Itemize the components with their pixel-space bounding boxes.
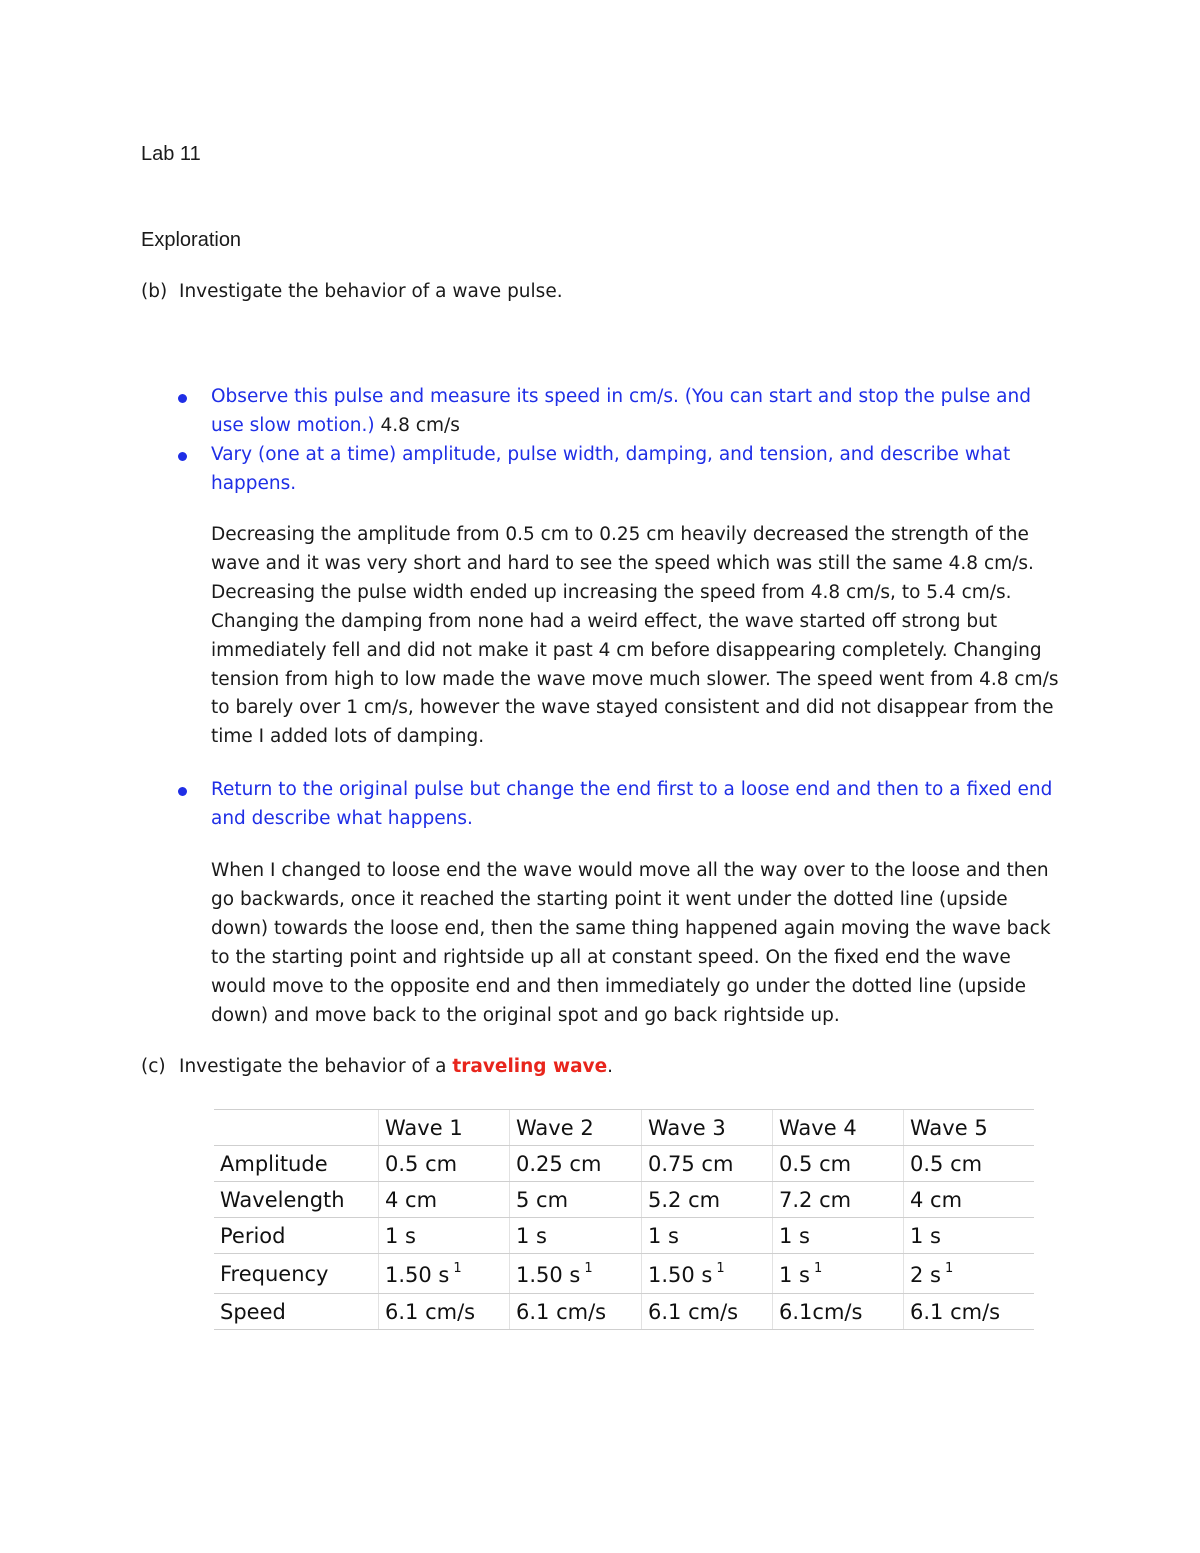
part-c-emphasis: traveling wave [452, 1056, 608, 1077]
table-cell-value: 1.50 s [385, 1262, 450, 1287]
table-cell-value: 7.2 cm [779, 1187, 852, 1212]
table-row [214, 1182, 1034, 1218]
table-cell [510, 1146, 642, 1182]
table-cell [642, 1294, 773, 1330]
table-cell-value: 0.25 cm [516, 1151, 602, 1176]
table-cell [642, 1218, 773, 1254]
section-heading: Exploration [141, 229, 242, 251]
table-cell [510, 1254, 642, 1294]
table-header-row [214, 1110, 1034, 1146]
table-cell-value: 1.50 s [648, 1262, 713, 1287]
table-cell [379, 1182, 510, 1218]
table-cell-value: 1 s [779, 1262, 810, 1287]
table-header-cell: Wave 3 [642, 1110, 773, 1146]
table-row [214, 1146, 1034, 1182]
table-cell-value: 6.1 cm/s [648, 1299, 739, 1324]
part-c-text-end: . [607, 1056, 614, 1077]
table-cell [642, 1146, 773, 1182]
table-cell-value: 6.1 cm/s [385, 1299, 476, 1324]
table-cell-value: 1 s [385, 1223, 416, 1248]
table-cell [773, 1182, 904, 1218]
part-b-marker: (b) [141, 281, 168, 302]
table-cell-value: 0.5 cm [779, 1151, 852, 1176]
table-cell [510, 1218, 642, 1254]
table-cell-value: 0.75 cm [648, 1151, 734, 1176]
table-cell [773, 1294, 904, 1330]
superscript-exponent: 1 [716, 1260, 725, 1276]
superscript-exponent: 1 [813, 1260, 823, 1276]
table-cell-value: 0.5 cm [910, 1151, 983, 1176]
bullet-item [211, 441, 1061, 499]
table-row [214, 1218, 1034, 1254]
table-cell [510, 1294, 642, 1330]
table-cell [379, 1146, 510, 1182]
bullet-prompt: Vary (one at a time) amplitude, pulse width, damping, and tension, and describe what happens. [211, 444, 1011, 494]
answer-paragraph: When I changed to loose end the wave would move all the way over to the loose and then go backwards, once it reached the starting point it went under the dotted line (upside down) towards the loose end, then the same thing happened again moving the wave back to the starting point and rightside up all at constant speed. On the fixed end the wave would move to the opposite end and then immediately go under the dotted line (upside down) and move back to the original spot and go back rightside up. [211, 860, 1051, 1026]
bullet-prompt: Return to the original pulse but change the end first to a loose end and then to a fixed end and describe what happens. [211, 779, 1053, 829]
table-cell-value: 2 s [910, 1262, 941, 1287]
table-cell [379, 1254, 510, 1294]
table-cell-value: 5.2 cm [648, 1187, 721, 1212]
table-cell-value: 1.50 s [516, 1262, 581, 1287]
table-row-label: Period [214, 1218, 379, 1254]
superscript-exponent: 1 [584, 1260, 593, 1276]
table-cell-value: 1 s [779, 1223, 810, 1248]
table-cell [904, 1146, 1035, 1182]
table-cell [773, 1146, 904, 1182]
table-cell-value: 4 cm [910, 1187, 963, 1212]
table-cell [642, 1182, 773, 1218]
superscript-exponent: 1 [453, 1260, 462, 1276]
part-b-text: Investigate the behavior of a wave pulse. [179, 281, 563, 302]
table-row-label: Speed [214, 1294, 379, 1330]
table-row-label: Amplitude [214, 1146, 379, 1182]
table-cell [379, 1294, 510, 1330]
table-header-cell: Wave 4 [773, 1110, 904, 1146]
table-cell [904, 1218, 1035, 1254]
document-title: Lab 11 [141, 143, 201, 165]
table-cell [904, 1294, 1035, 1330]
table-cell-value: 0.5 cm [385, 1151, 458, 1176]
table-cell-value: 5 cm [516, 1187, 569, 1212]
bullet-item [211, 776, 1061, 834]
table-row-label: Frequency [214, 1254, 379, 1294]
table-cell-value: 6.1 cm/s [910, 1299, 1001, 1324]
table-cell [773, 1218, 904, 1254]
bullet-item [211, 383, 1061, 441]
table-corner-cell [214, 1110, 379, 1146]
table-cell [904, 1254, 1035, 1294]
table-cell-value: 1 s [648, 1223, 679, 1248]
table-cell-value: 6.1cm/s [779, 1299, 863, 1324]
part-c-text: Investigate the behavior of a [179, 1056, 453, 1077]
table-cell [379, 1218, 510, 1254]
table-header-cell: Wave 2 [510, 1110, 642, 1146]
part-c-marker: (c) [141, 1056, 166, 1077]
part-c-heading [141, 1054, 613, 1080]
table-cell-value: 1 s [516, 1223, 547, 1248]
bullet-inline-answer: 4.8 cm/s [374, 414, 460, 436]
table-row-label: Wavelength [214, 1182, 379, 1218]
table-cell [642, 1254, 773, 1294]
table-cell [904, 1182, 1035, 1218]
table-row [214, 1254, 1034, 1294]
table-row [214, 1294, 1034, 1330]
wave-data-table [214, 1109, 1034, 1330]
part-b-heading [141, 279, 563, 305]
bullet-prompt: Observe this pulse and measure its speed in cm/s. (You can start and stop the pulse and use slow motion.) [211, 386, 1031, 436]
table-header-cell: Wave 1 [379, 1110, 510, 1146]
table-cell-value: 6.1 cm/s [516, 1299, 607, 1324]
table-cell-value: 1 s [910, 1223, 941, 1248]
table-cell [773, 1254, 904, 1294]
answer-paragraph: Decreasing the amplitude from 0.5 cm to 0.25 cm heavily decreased the strength of the wave and it was very short and hard to see the speed which was still the same 4.8 cm/s. Decreasing the pulse width ended up increasing the speed from 4.8 cm/s, to 5.4 cm/s. Changing the damping from none had a weird effect, the wave started off strong but immediately fell and did not make it past 4 cm before disappearing completely. Changing tension from high to low made the wave move much slower. The speed went from 4.8 cm/s to barely over 1 cm/s, however the wave stayed consistent and did not disappear from the time I added lots of damping. [211, 524, 1059, 748]
table-cell [510, 1182, 642, 1218]
table-header-cell: Wave 5 [904, 1110, 1035, 1146]
table-cell-value: 4 cm [385, 1187, 438, 1212]
superscript-exponent: 1 [944, 1260, 954, 1276]
